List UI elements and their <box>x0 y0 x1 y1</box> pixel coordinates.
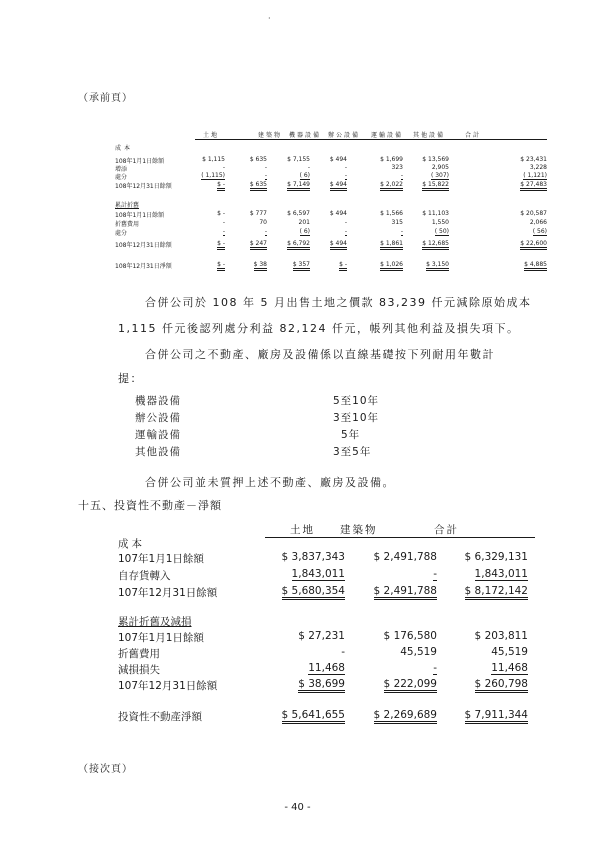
cell-value: 1,843,011 <box>291 568 345 580</box>
cell-value: $ 7,155 <box>287 156 310 163</box>
cell-value: $ 2,022 <box>380 181 403 191</box>
cell-value: $ - <box>217 261 225 271</box>
useful-life-years: 3至5年 <box>333 446 372 458</box>
cell-value: $ - <box>217 181 225 191</box>
cell-value: 45,519 <box>400 646 437 658</box>
paragraph-1-line-1: 合併公司於 108 年 5 月出售土地之價款 83,239 仟元減除原始成本 <box>145 296 532 309</box>
cell-value: $ - <box>217 240 225 250</box>
cell-value: $ 203,811 <box>474 630 528 642</box>
cell-value: $ 3,837,343 <box>281 551 345 563</box>
cell-value: - <box>400 228 403 235</box>
cell-value: 11,468 <box>308 662 345 674</box>
table-row <box>115 210 555 218</box>
col-header-land: 土地 <box>203 132 220 139</box>
row-label: 108年12月31日淨額 <box>115 263 172 270</box>
row-label: 108年12月31日餘額 <box>115 183 172 190</box>
cell-value: $ 38,699 <box>298 678 345 693</box>
col-header-machinery: 機器設備 <box>289 132 322 139</box>
row-label: 折舊費用 <box>115 221 140 228</box>
table-row <box>115 156 555 164</box>
table-row <box>115 172 555 180</box>
cell-value: - <box>344 164 347 171</box>
row-label: 減損損失 <box>118 664 160 676</box>
cell-value: $ 15,822 <box>422 181 449 191</box>
cell-value: $ 5,680,354 <box>282 585 345 600</box>
cell-value: $ 247 <box>250 240 267 250</box>
useful-life-item: 辦公設備 <box>135 412 181 424</box>
cell-value: - <box>344 219 347 226</box>
cell-value: 323 <box>391 164 403 171</box>
cell-value: $ 13,569 <box>422 156 449 163</box>
cell-value: ( 6) <box>299 172 310 179</box>
cell-value: - <box>264 228 267 235</box>
cell-value: $ 635 <box>249 156 267 163</box>
cell-value: ( 1,121) <box>523 172 547 179</box>
cell-value: $ 6,329,131 <box>464 551 528 563</box>
cell-value: $ 22,600 <box>520 240 547 250</box>
table-row <box>115 261 555 269</box>
continued-next-label: （接次頁） <box>78 764 133 775</box>
cell-value: $ 38 <box>254 261 267 271</box>
cell-value: - <box>344 172 347 179</box>
cell-value: $ 7,911,344 <box>465 709 528 724</box>
cell-value: 11,468 <box>491 662 528 674</box>
cell-value: ( 56) <box>532 228 547 235</box>
cell-value: ( 307) <box>430 172 449 179</box>
cell-value: - <box>400 172 403 179</box>
cell-value: 1,843,011 <box>474 568 528 580</box>
table-row <box>115 181 555 189</box>
useful-life-years: 3至10年 <box>333 412 380 424</box>
page-number: - 40 - <box>284 802 311 813</box>
row-label: 108年1月1日餘額 <box>115 212 165 219</box>
cell-value: $ 1,026 <box>380 261 403 271</box>
cell-value: $ 3,150 <box>426 261 449 271</box>
cell-value: $ 27,231 <box>298 630 345 642</box>
useful-life-item: 機器設備 <box>135 395 181 407</box>
row-label: 處分 <box>115 174 128 181</box>
pledge-note: 合併公司並未質押上述不動產、廠房及設備。 <box>145 476 395 489</box>
cell-value: - <box>433 568 437 580</box>
row-label: 108年1月1日餘額 <box>115 158 165 165</box>
cell-value: $ 20,587 <box>520 210 547 217</box>
useful-life-years: 5年 <box>341 429 361 441</box>
table-row <box>115 219 555 227</box>
cell-value: 1,550 <box>431 219 449 226</box>
cell-value: $ 1,699 <box>380 156 403 163</box>
cell-value: $ 7,149 <box>287 181 310 191</box>
row-label: 處分 <box>115 230 128 237</box>
cell-value: $ 222,099 <box>384 678 437 693</box>
row-label: 投資性不動產淨額 <box>118 711 202 723</box>
row-label: 107年12月31日餘額 <box>118 587 218 599</box>
col-header-total: 合計 <box>465 132 482 139</box>
paragraph-1-line-2: 1,115 仟元後認列處分利益 82,124 仟元，帳列其他利益及損失項下。 <box>118 322 520 335</box>
paragraph-2-line-1: 合併公司之不動產、廠房及設備係以直線基礎按下列耐用年數計 <box>145 348 495 361</box>
cell-value: $ 494 <box>330 181 347 191</box>
useful-life-years: 5至10年 <box>333 395 380 407</box>
cell-value: $ 27,483 <box>520 181 547 191</box>
cell-value: $ 12,685 <box>422 240 449 250</box>
cell-value: $ 2,491,788 <box>374 585 437 600</box>
row-label: 增添 <box>115 166 128 173</box>
cell-value: 2,905 <box>431 164 449 171</box>
cell-value: $ 5,641,655 <box>282 709 345 724</box>
cell-value: $ - <box>217 210 225 217</box>
cell-value: $ 1,861 <box>380 240 403 250</box>
cell-value: $ 1,566 <box>380 210 403 217</box>
cell-value: 3,228 <box>529 164 547 171</box>
cell-value: $ - <box>339 261 347 271</box>
table-row <box>115 164 555 172</box>
row-label: 107年12月31日餘額 <box>118 680 218 692</box>
col-header-transport: 運輸設備 <box>371 132 404 139</box>
continued-from-label: （承前頁） <box>78 93 133 104</box>
cell-value: $ 8,172,142 <box>465 585 528 600</box>
row-label: 折舊費用 <box>118 648 160 660</box>
row-label: 108年12月31日餘額 <box>115 242 172 249</box>
table-row <box>115 228 555 236</box>
cell-value: $ 777 <box>249 210 267 217</box>
cell-value: $ 11,103 <box>422 210 449 217</box>
cell-value: $ 357 <box>293 261 310 271</box>
cell-value: - <box>222 164 225 171</box>
cell-value: ( 50) <box>434 228 449 235</box>
col-header-other: 其他設備 <box>413 132 446 139</box>
cell-value: - <box>264 172 267 179</box>
cell-value: ( 6) <box>299 228 310 235</box>
cell-value: $ 2,491,788 <box>373 551 437 563</box>
cell-value: $ 6,597 <box>287 210 310 217</box>
cell-value: - <box>344 228 347 235</box>
section-cost-label: 成本 <box>115 145 134 152</box>
row-label: 自存貨轉入 <box>118 570 171 582</box>
paragraph-2-line-2: 提： <box>118 372 143 385</box>
cell-value: - <box>264 164 267 171</box>
table-row <box>115 240 555 248</box>
useful-life-item: 其他設備 <box>135 446 181 458</box>
cell-value: 2,066 <box>529 219 547 226</box>
cell-value: $ 4,885 <box>524 261 547 271</box>
header-rule <box>265 537 535 538</box>
row-label: 107年1月1日餘額 <box>118 632 204 644</box>
cell-value: $ 6,792 <box>287 240 310 250</box>
cell-value: $ 494 <box>330 240 347 250</box>
cell-value: ( 1,115) <box>201 172 225 179</box>
col-header-building: 建築物 <box>340 524 378 536</box>
col-header-total: 合計 <box>434 524 459 536</box>
cell-value: $ 494 <box>329 210 347 217</box>
cell-value: $ 635 <box>250 181 267 191</box>
cell-value: $ 23,431 <box>520 156 547 163</box>
cost-title: 成本 <box>118 538 145 550</box>
section-title: 十五、投資性不動產－淨額 <box>78 499 222 512</box>
useful-life-item: 運輸設備 <box>135 429 181 441</box>
page-mark: · <box>268 14 271 23</box>
section-dep-label: 累計折舊 <box>115 202 140 209</box>
cell-value: 45,519 <box>491 646 528 658</box>
header-rule <box>195 139 547 140</box>
cell-value: - <box>222 228 225 235</box>
row-label: 107年1月1日餘額 <box>118 553 204 565</box>
col-header-land: 土地 <box>290 524 315 536</box>
cell-value: - <box>307 164 310 171</box>
dep-title: 累計折舊及減損 <box>118 616 192 628</box>
cell-value: $ 260,798 <box>475 678 528 693</box>
cell-value: - <box>222 219 225 226</box>
col-header-office: 辦公設備 <box>328 132 361 139</box>
cell-value: 70 <box>259 219 267 226</box>
col-header-building: 建築物 <box>258 132 283 139</box>
cell-value: - <box>433 662 437 674</box>
cell-value: 201 <box>298 219 310 226</box>
cell-value: $ 494 <box>329 156 347 163</box>
cell-value: - <box>341 646 345 658</box>
cell-value: $ 176,580 <box>383 630 437 642</box>
cell-value: $ 1,115 <box>202 156 225 163</box>
cell-value: $ 2,269,689 <box>374 709 437 724</box>
cell-value: 315 <box>391 219 403 226</box>
